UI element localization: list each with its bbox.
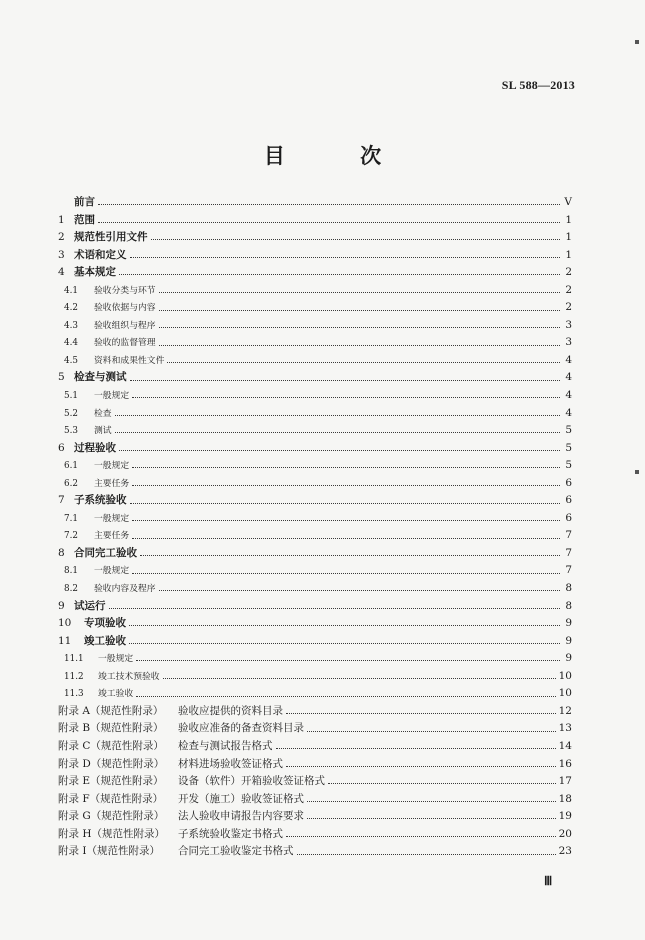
toc-entry[interactable]	[58, 457, 572, 475]
toc-entry-label: 试运行	[74, 599, 106, 612]
toc-entry-number: 附录 H（规范性附录）	[58, 827, 165, 840]
toc-entry[interactable]	[58, 773, 572, 791]
toc-entry-label: 法人验收申请报告内容要求	[178, 810, 304, 823]
toc-entry-number: 6	[58, 441, 65, 454]
toc-entry-number: 4.4	[64, 338, 78, 349]
toc-entry-number: 5.1	[64, 391, 78, 402]
toc-entry-page: 8	[565, 599, 572, 612]
toc-entry-page: 10	[558, 687, 572, 700]
toc-entry[interactable]	[58, 703, 572, 721]
toc-entry[interactable]	[58, 580, 572, 598]
toc-entry[interactable]	[58, 738, 572, 756]
dot-leader	[130, 257, 561, 258]
toc-entry[interactable]	[58, 475, 572, 493]
toc-entry-page: 7	[565, 564, 572, 577]
toc-entry-page: 5	[565, 424, 572, 437]
toc-entry-number: 4.5	[64, 355, 78, 366]
dot-leader	[276, 748, 556, 749]
toc-entry-number: 11	[58, 634, 72, 647]
toc-entry-number: 4.1	[64, 285, 78, 296]
toc-entry-label: 专项验收	[84, 617, 126, 630]
toc-entry[interactable]	[58, 668, 572, 686]
dot-leader	[159, 345, 560, 346]
toc-entry[interactable]	[58, 527, 572, 545]
toc-entry-number: 6.2	[64, 478, 78, 489]
toc-entry[interactable]	[58, 405, 572, 423]
toc-entry-label: 合同完工验收鉴定书格式	[178, 845, 294, 858]
toc-entry-page: 7	[565, 529, 572, 542]
toc-entry[interactable]	[58, 510, 572, 528]
scan-mark	[635, 470, 639, 474]
toc-entry-page: 19	[558, 810, 572, 823]
toc-entry-number: 7	[58, 494, 65, 507]
toc-entry-label: 前言	[74, 196, 95, 208]
dot-leader	[132, 538, 560, 539]
dot-leader	[297, 854, 556, 855]
toc-entry-number: 附录 C（规范性附录）	[58, 739, 164, 752]
dot-leader	[98, 204, 560, 205]
toc-entry-page: 4	[565, 406, 572, 419]
toc-entry-number: 11.2	[64, 671, 84, 682]
toc-entry-label: 子系统验收	[74, 494, 127, 507]
toc-entry-number: 2	[58, 231, 65, 244]
toc-entry-page: 2	[565, 283, 572, 296]
dot-leader	[132, 467, 560, 468]
toc-entry-page: 6	[565, 476, 572, 489]
toc-entry-label: 检查与测试	[74, 371, 127, 384]
toc-entry-label: 竣工验收	[84, 634, 126, 647]
dot-leader	[132, 485, 560, 486]
toc-title: 目 次	[263, 144, 416, 168]
toc-entry-number: 4.2	[64, 303, 78, 314]
toc-entry-label: 一般规定	[94, 513, 130, 524]
toc-entry-page: 2	[565, 266, 572, 279]
toc-entry[interactable]	[58, 387, 572, 405]
toc-entry-number: 11.1	[64, 654, 84, 665]
toc-entry-label: 基本规定	[74, 266, 116, 279]
toc-entry-label: 设备（软件）开箱验收签证格式	[178, 775, 325, 788]
toc-entry-page: 1	[565, 248, 572, 261]
dot-leader	[286, 766, 556, 767]
dot-leader	[286, 713, 556, 714]
toc-entry-page: 5	[565, 459, 572, 472]
dot-leader	[163, 678, 556, 679]
toc-entry[interactable]	[58, 843, 572, 861]
toc-entry-page: 2	[565, 301, 572, 314]
toc-entry[interactable]	[58, 562, 572, 580]
table-of-contents	[58, 194, 572, 861]
toc-entry[interactable]	[58, 545, 572, 563]
toc-entry-label: 验收的监督管理	[94, 338, 156, 349]
toc-entry-number: 附录 E（规范性附录）	[58, 775, 164, 788]
toc-entry-label: 过程验收	[74, 441, 116, 454]
toc-entry[interactable]	[58, 282, 572, 300]
dot-leader	[159, 292, 560, 293]
toc-entry-label: 验收依据与内容	[94, 303, 156, 314]
toc-entry-number: 4	[58, 266, 65, 279]
toc-entry-page: 16	[558, 757, 572, 770]
toc-entry-number: 附录 I（规范性附录）	[58, 845, 160, 858]
toc-entry[interactable]	[58, 369, 572, 387]
toc-entry[interactable]	[58, 633, 572, 651]
toc-entry-page: 8	[565, 582, 572, 595]
dot-leader	[307, 731, 556, 732]
toc-entry-page: 23	[558, 845, 572, 858]
standard-code: SL 588—2013	[501, 78, 575, 92]
toc-entry-number: 8	[58, 546, 65, 559]
dot-leader	[307, 818, 556, 819]
page-number: Ⅲ	[544, 874, 553, 888]
toc-entry-label: 一般规定	[94, 566, 130, 577]
toc-entry-label: 术语和定义	[74, 248, 127, 261]
toc-entry-number: 附录 D（规范性附录）	[58, 757, 165, 770]
scan-mark	[635, 40, 639, 44]
toc-entry-label: 竣工技术预验收	[98, 671, 160, 682]
toc-entry-number: 附录 B（规范性附录）	[58, 722, 164, 735]
toc-entry[interactable]	[58, 194, 572, 212]
toc-entry-label: 测试	[94, 426, 112, 437]
toc-entry[interactable]	[58, 492, 572, 510]
toc-entry-number: 10	[58, 617, 72, 630]
toc-entry-label: 主要任务	[94, 531, 130, 542]
toc-entry[interactable]	[58, 247, 572, 265]
dot-leader	[115, 432, 560, 433]
toc-entry-number: 5.3	[64, 426, 78, 437]
toc-entry[interactable]	[58, 826, 572, 844]
toc-entry[interactable]	[58, 422, 572, 440]
toc-entry-label: 范围	[74, 213, 95, 226]
dot-leader	[115, 415, 560, 416]
toc-entry[interactable]	[58, 650, 572, 668]
toc-entry-label: 资料和成果性文件	[94, 355, 165, 366]
dot-leader	[129, 625, 560, 626]
toc-entry-number: 1	[58, 213, 65, 226]
dot-leader	[136, 660, 560, 661]
toc-entry[interactable]	[58, 317, 572, 335]
toc-entry-page: 4	[565, 353, 572, 366]
toc-entry-number: 5.2	[64, 408, 78, 419]
dot-leader	[159, 327, 560, 328]
toc-entry-label: 开发（施工）验收签证格式	[178, 792, 304, 805]
dot-leader	[307, 801, 556, 802]
toc-entry[interactable]	[58, 720, 572, 738]
toc-entry-number: 9	[58, 599, 65, 612]
dot-leader	[151, 239, 561, 240]
dot-leader	[286, 836, 556, 837]
toc-entry[interactable]	[58, 685, 572, 703]
toc-entry-page: 3	[565, 318, 572, 331]
toc-entry-label: 验收应提供的资料目录	[178, 704, 283, 717]
toc-entry-label: 验收内容及程序	[94, 584, 156, 595]
dot-leader	[167, 362, 560, 363]
toc-entry[interactable]	[58, 598, 572, 616]
toc-entry-page: 6	[565, 511, 572, 524]
toc-entry-label: 一般规定	[98, 654, 134, 665]
toc-entry[interactable]	[58, 808, 572, 826]
dot-leader	[129, 643, 560, 644]
dot-leader	[109, 608, 561, 609]
toc-entry-page: 7	[565, 546, 572, 559]
toc-entry-number: 6.1	[64, 461, 78, 472]
toc-entry-page: 1	[565, 231, 572, 244]
dot-leader	[130, 380, 561, 381]
toc-entry-page: 9	[565, 634, 572, 647]
toc-entry-label: 竣工验收	[98, 689, 134, 700]
toc-entry-number: 7.2	[64, 531, 78, 542]
toc-entry-page: V	[564, 196, 572, 208]
dot-leader	[132, 573, 560, 574]
toc-entry[interactable]	[58, 352, 572, 370]
toc-entry-page: 9	[565, 652, 572, 665]
dot-leader	[130, 503, 561, 504]
toc-entry[interactable]	[58, 334, 572, 352]
toc-entry-page: 18	[558, 792, 572, 805]
toc-entry-number: 附录 A（规范性附录）	[58, 704, 164, 717]
dot-leader	[132, 397, 560, 398]
toc-entry-label: 材料进场验收签证格式	[178, 757, 283, 770]
toc-entry-number: 5	[58, 371, 65, 384]
toc-entry-page: 13	[558, 722, 572, 735]
toc-entry[interactable]	[58, 229, 572, 247]
toc-entry-label: 检查与测试报告格式	[178, 739, 273, 752]
dot-leader	[119, 450, 560, 451]
dot-leader	[132, 520, 560, 521]
dot-leader	[119, 274, 560, 275]
dot-leader	[98, 222, 560, 223]
dot-leader	[140, 555, 560, 556]
toc-entry-page: 3	[565, 336, 572, 349]
toc-entry-number: 3	[58, 248, 65, 261]
toc-entry-number: 8.2	[64, 584, 78, 595]
dot-leader	[159, 310, 560, 311]
toc-entry-label: 规范性引用文件	[74, 231, 148, 244]
toc-entry[interactable]	[58, 615, 572, 633]
toc-entry-page: 14	[558, 739, 572, 752]
toc-entry[interactable]	[58, 440, 572, 458]
toc-entry-number: 7.1	[64, 513, 78, 524]
toc-entry-number: 8.1	[64, 566, 78, 577]
toc-entry-page: 12	[558, 704, 572, 717]
toc-entry-page: 10	[558, 669, 572, 682]
toc-entry-label: 检查	[94, 408, 112, 419]
toc-entry-label: 主要任务	[94, 478, 130, 489]
dot-leader	[328, 783, 556, 784]
toc-entry-number: 附录 F（规范性附录）	[58, 792, 164, 805]
toc-entry-number: 4.3	[64, 320, 78, 331]
toc-entry-page: 5	[565, 441, 572, 454]
toc-entry[interactable]	[58, 791, 572, 809]
toc-entry-label: 验收组织与程序	[94, 320, 156, 331]
toc-entry-page: 4	[565, 371, 572, 384]
toc-entry-label: 验收应准备的备查资料目录	[178, 722, 304, 735]
toc-entry[interactable]	[58, 756, 572, 774]
toc-entry-page: 1	[565, 213, 572, 226]
toc-entry[interactable]	[58, 212, 572, 230]
toc-entry-page: 20	[558, 827, 572, 840]
dot-leader	[136, 696, 555, 697]
toc-entry-label: 合同完工验收	[74, 546, 137, 559]
toc-entry-label: 一般规定	[94, 391, 130, 402]
toc-entry-page: 9	[565, 617, 572, 630]
toc-entry-label: 一般规定	[94, 461, 130, 472]
toc-entry-page: 17	[558, 775, 572, 788]
toc-entry[interactable]	[58, 299, 572, 317]
toc-entry-number: 11.3	[64, 689, 84, 700]
toc-entry-label: 子系统验收鉴定书格式	[178, 827, 283, 840]
toc-entry-label: 验收分类与环节	[94, 285, 156, 296]
toc-entry-page: 4	[565, 389, 572, 402]
toc-entry-number: 附录 G（规范性附录）	[58, 810, 165, 823]
dot-leader	[159, 590, 560, 591]
toc-entry-page: 6	[565, 494, 572, 507]
toc-entry[interactable]	[58, 264, 572, 282]
